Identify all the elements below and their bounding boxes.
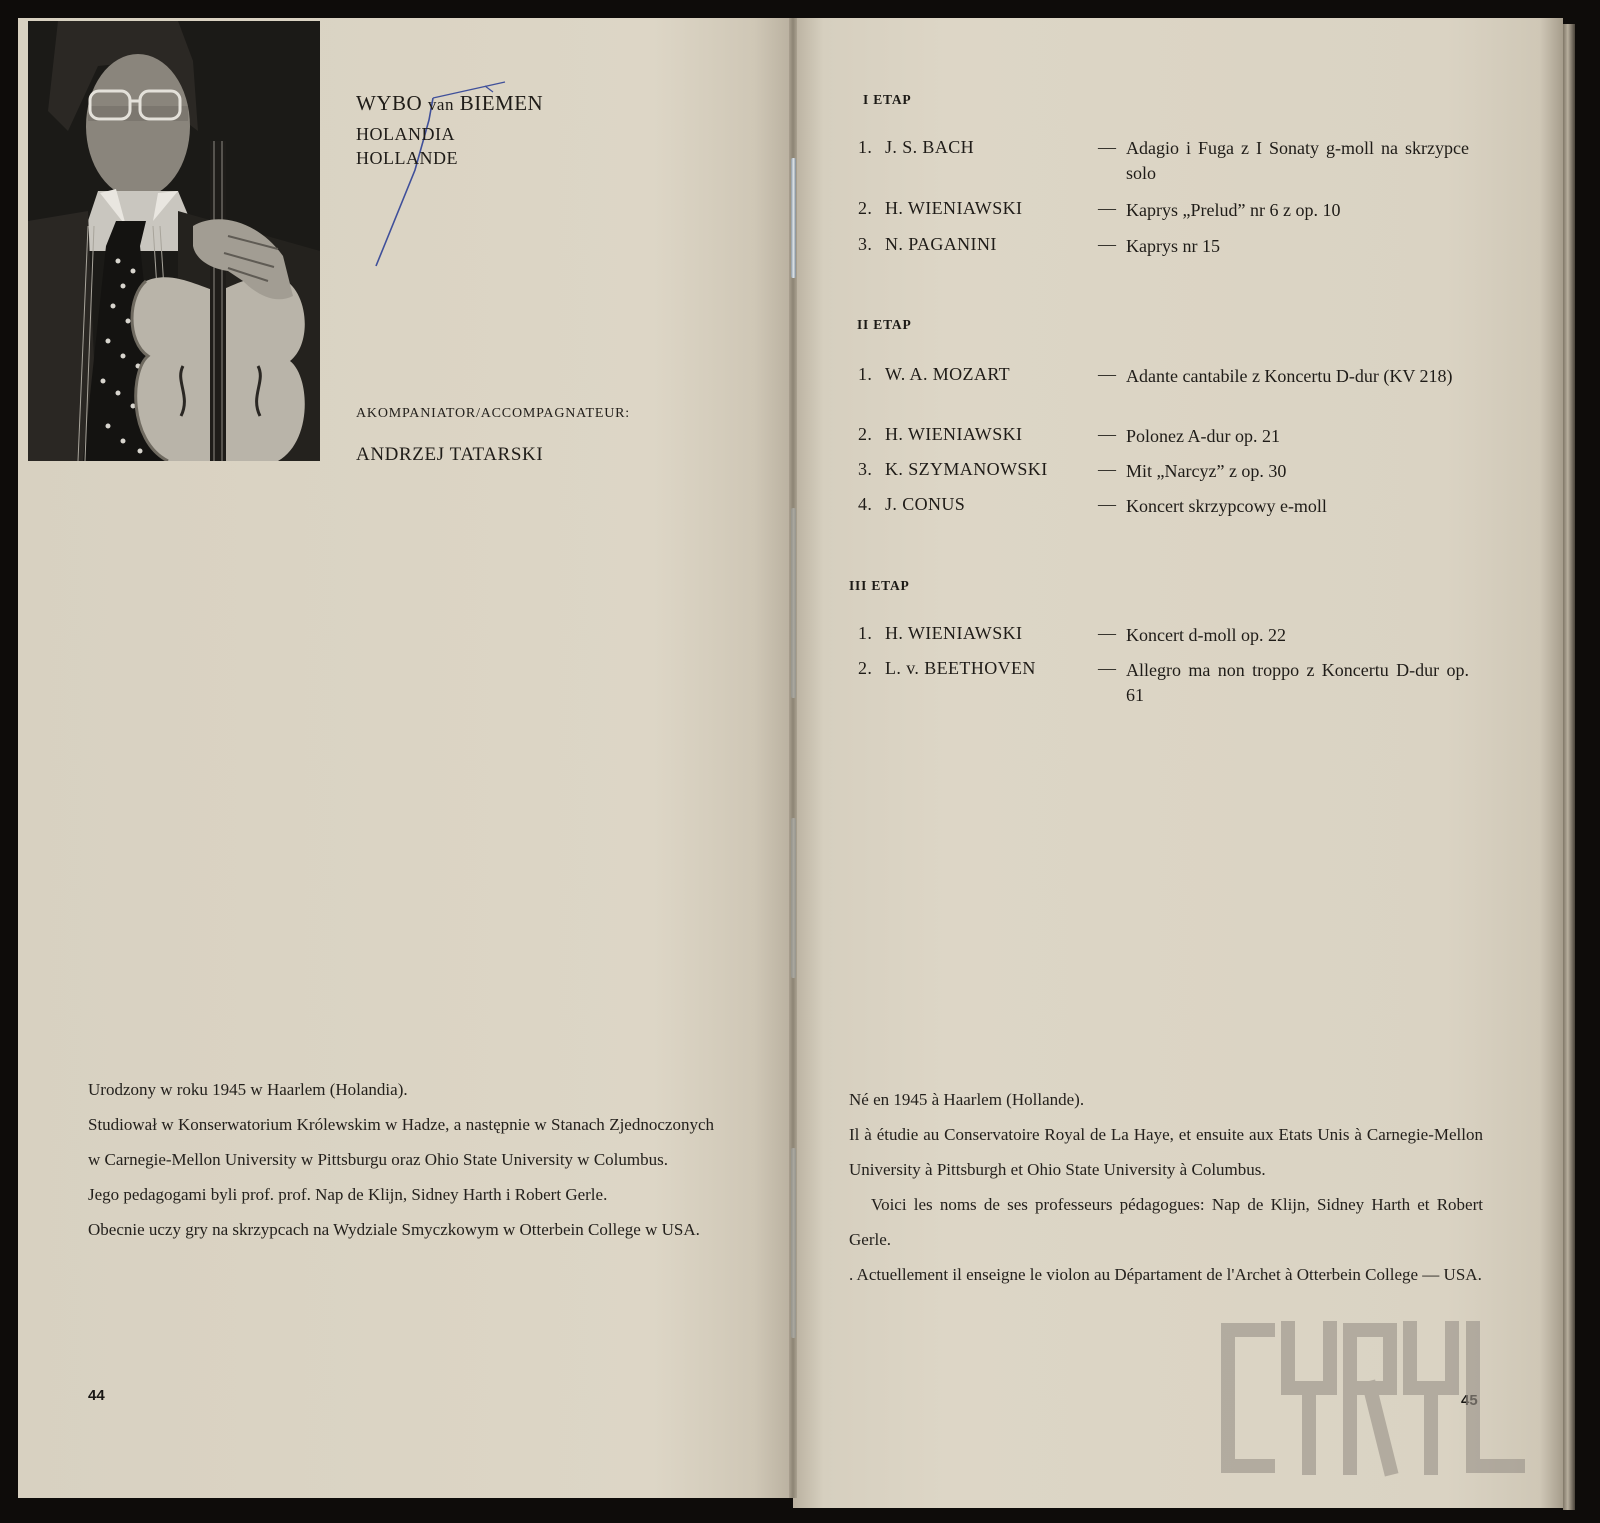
composer-name: H. WIENIAWSKI (885, 198, 1023, 218)
work-title: Polonez A-dur op. 21 (1126, 426, 1280, 446)
dash: — (1098, 494, 1116, 514)
bio-fr-paragraph: Né en 1945 à Haarlem (Hollande). (849, 1090, 1085, 1109)
stage-heading: III ETAP (849, 578, 910, 593)
accompanist-name: ANDRZEJ TATARSKI (356, 444, 544, 465)
staple-top (791, 158, 796, 278)
piece-number: 3. (858, 459, 873, 479)
piece-number: 2. (858, 198, 873, 218)
piece-number: 1. (858, 137, 873, 157)
performer-name-particle: van (427, 95, 454, 114)
work-title: Adagio i Fuga z I Sonaty g-moll na skrzypce solo (1126, 138, 1469, 183)
dash: — (1098, 198, 1116, 218)
piece-number: 1. (858, 623, 873, 643)
composer-name: H. WIENIAWSKI (885, 623, 1023, 643)
work-title: Kaprys nr 15 (1126, 236, 1220, 256)
accompanist-label: AKOMPANIATOR/ACCOMPAGNATEUR: (356, 406, 630, 421)
piece-number: 1. (858, 364, 873, 384)
piece-number: 3. (858, 234, 873, 254)
bio-fr-paragraph: Il à étudie au Conservatoire Royal de La Haye, et ensuite aux Etats Unis à Carnegie-Mellon University à Pittsburgh et Ohio State University à Columbus. (849, 1125, 1483, 1179)
work-title: Allegro ma non troppo z Koncertu D-dur op. 61 (1126, 660, 1469, 705)
left-page (18, 18, 793, 1498)
dash: — (1098, 658, 1116, 678)
booklet-spread (18, 18, 1578, 1508)
dash: — (1098, 459, 1116, 479)
performer-photo (28, 21, 320, 461)
performer-last-name: BIEMEN (459, 91, 544, 115)
composer-name: H. WIENIAWSKI (885, 424, 1023, 444)
right-page (793, 18, 1563, 1508)
composer-name: J. CONUS (885, 494, 966, 514)
composer-name: L. v. BEETHOVEN (885, 658, 1036, 678)
country-fr: HOLLANDE (356, 148, 458, 168)
dash: — (1098, 364, 1116, 384)
composer-name: N. PAGANINI (885, 234, 997, 254)
country-pl: HOLANDIA (356, 124, 455, 144)
bio-polish (88, 1072, 714, 1247)
piece-number: 2. (858, 658, 873, 678)
composer-name: W. A. MOZART (885, 364, 1011, 384)
piece-number: 2. (858, 424, 873, 444)
page-number-right: 45 (1461, 1392, 1478, 1409)
fold-shadow (791, 508, 796, 698)
work-title: Koncert skrzypcowy e-moll (1126, 496, 1327, 516)
dash: — (1098, 234, 1116, 254)
composer-name: J. S. BACH (885, 137, 975, 157)
stage-heading: II ETAP (857, 317, 912, 332)
work-title: Mit „Narcyzˮ z op. 30 (1126, 461, 1287, 481)
work-title: Kaprys „Preludˮ nr 6 z op. 10 (1126, 200, 1341, 220)
bio-french (849, 1082, 1483, 1292)
work-title: Koncert d-moll op. 22 (1126, 625, 1286, 645)
stage-heading: I ETAP (863, 92, 912, 107)
dash: — (1098, 623, 1116, 643)
fold-shadow (791, 1148, 796, 1338)
bio-pl-paragraph: Urodzony w roku 1945 w Haarlem (Holandia). (88, 1080, 408, 1099)
bio-pl-paragraph: Studiował w Konserwatorium Królewskim w Hadze, a następnie w Stanach Zjednoczonych w Carnegie-Mellon University w Pittsburgu oraz Ohio State University w Columbus. (88, 1115, 714, 1169)
bio-pl-paragraph: Jego pedagogami byli prof. prof. Nap de Klijn, Sidney Harth i Robert Gerle. (88, 1185, 608, 1204)
fold-shadow (791, 818, 796, 978)
bio-fr-paragraph: Voici les noms de ses professeurs pédagogues: Nap de Klijn, Sidney Harth et Robert Gerle. (849, 1195, 1483, 1249)
performer-name (356, 91, 543, 116)
bio-fr-paragraph: . Actuellement il enseigne le violon au Départament de l'Archet à Otterbein College — USA. (849, 1265, 1482, 1284)
performer-first-name: WYBO (356, 91, 423, 115)
page-number-left: 44 (88, 1387, 105, 1404)
cyryl-watermark-logo (1218, 1318, 1548, 1478)
violinist-portrait-image (28, 21, 320, 461)
dash: — (1098, 424, 1116, 444)
composer-name: K. SZYMANOWSKI (885, 459, 1048, 479)
program-row (793, 137, 1493, 187)
piece-number: 4. (858, 494, 873, 514)
dash: — (1098, 137, 1116, 157)
work-title: Adante cantabile z Koncertu D-dur (KV 218) (1126, 366, 1453, 386)
bio-pl-paragraph: Obecnie uczy gry na skrzypcach na Wydziale Smyczkowym w Otterbein College w USA. (88, 1220, 700, 1239)
page-edge (1563, 24, 1575, 1510)
